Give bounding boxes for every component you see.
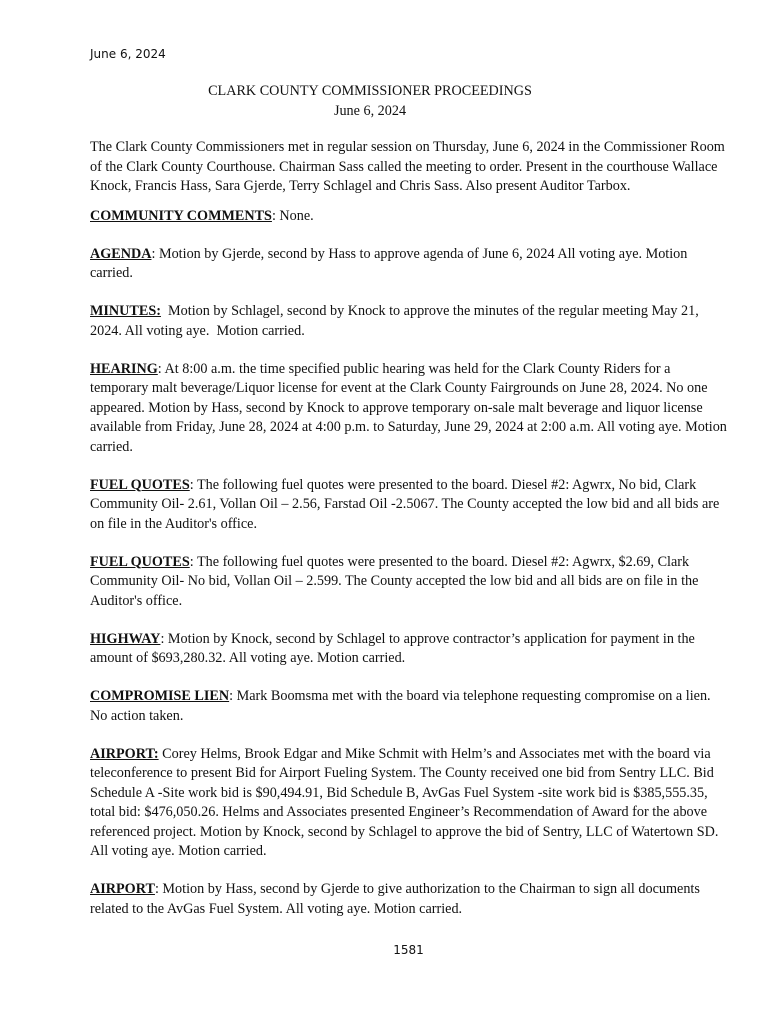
section-heading: FUEL QUOTES [90, 553, 190, 570]
section-heading: COMPROMISE LIEN [90, 688, 230, 704]
section-heading: FUEL QUOTES [90, 476, 190, 493]
section-text: : Mark Boomsma met with the board via telephone requesting compromise on a lien. No action taken. [90, 688, 711, 724]
section-text: : The following fuel quotes were presented to the board. Diesel #2: Agwrx, $2.69, Clark Community Oil- No bid, Vollan Oil – 2.599. The County accepted the low bid and all bids are on file in the Auditor's office. [90, 553, 699, 609]
title-date: June 6, 2024 [333, 102, 407, 119]
section-heading: HEARING [90, 360, 158, 377]
page-number: 1581 [393, 943, 424, 957]
section-heading: MINUTES: [90, 303, 161, 319]
section-heading: AIRPORT: [90, 745, 159, 762]
section-text: : Motion by Gjerde, second by Hass to approve agenda of June 6, 2024 All voting aye. Motion carried. [90, 245, 688, 281]
section-fuel-quotes-1 [90, 476, 730, 535]
title-line: CLARK COUNTY COMMISSIONER PROCEEDINGS [208, 83, 532, 99]
section-heading: COMMUNITY COMMENTS [90, 207, 272, 224]
section-heading: HIGHWAY [90, 630, 161, 647]
section-heading: AIRPORT [90, 881, 155, 897]
intro-paragraph: The Clark County Commissioners met in regular session on Thursday, June 6, 2024 in the Commissioner Room of the Clark County Courthouse. Chairman Sass called the meeting to order. Present in the courthouse Wallace Knock, Francis Hass, Sara Gjerde, Terry Schlagel and Chris Sass. Also present Auditor Tarbox. [90, 139, 725, 194]
section-text: : At 8:00 a.m. the time specified public hearing was held for the Clark County Riders for a temporary malt beverage/Liquor license for event at the Clark County Fairgrounds on June 28, 2024. No one appeared. Motion by Hass, second by Knock to approve temporary on-sale malt beverage and liquor license available from Friday, June 28, 2024 at 4:00 p.m. to Saturday, June 29, 2024 at 2:00 a.m. All voting aye. Motion carried. [90, 360, 727, 455]
page-date: June 6, 2024 [90, 47, 166, 61]
proceedings-body [90, 138, 730, 919]
document-title [0, 82, 740, 121]
section-heading: AGENDA [90, 245, 152, 262]
section-highway [90, 630, 730, 669]
section-text: Motion by Schlagel, second by Knock to approve the minutes of the regular meeting May 21, 2024. All voting aye. Motion carried. [90, 303, 703, 339]
section-hearing [90, 360, 730, 458]
section-text: : Motion by Knock, second by Schlagel to approve contractor’s application for payment in the amount of $693,280.32. All voting aye. Motion carried. [90, 630, 695, 666]
section-airport-authorization [90, 880, 730, 919]
section-text: : The following fuel quotes were presented to the board. Diesel #2: Agwrx, No bid, Clark Community Oil- 2.61, Vollan Oil – 2.56, Farstad Oil -2.5067. The County accepted the low bid and all bids are on file in the Auditor's office. [90, 476, 720, 532]
section-airport-bid [90, 745, 730, 862]
section-compromise-lien [90, 687, 730, 726]
section-text: Corey Helms, Brook Edgar and Mike Schmit with Helm’s and Associates met with the board via teleconference to present Bid for Airport Fueling System. The County received one bid from Sentry LLC. Bid Schedule A -Site work bid is $90,494.91, Bid Schedule B, AvGas Fuel System -site work bid is $385,555.35, total bid: $476,050.26. Helms and Associates presented Engineer’s Recommendation of Award for the above referenced project. Motion by Knock, second by Schlagel to approve the bid of Sentry, LLC of Watertown SD. All voting aye. Motion carried. [90, 745, 719, 859]
section-minutes [90, 302, 730, 341]
section-community-comments [90, 207, 730, 227]
section-text: : Motion by Hass, second by Gjerde to give authorization to the Chairman to sign all documents related to the AvGas Fuel System. All voting aye. Motion carried. [90, 881, 700, 917]
section-fuel-quotes-2 [90, 553, 730, 612]
section-agenda [90, 245, 730, 284]
section-text: : None. [271, 207, 314, 224]
